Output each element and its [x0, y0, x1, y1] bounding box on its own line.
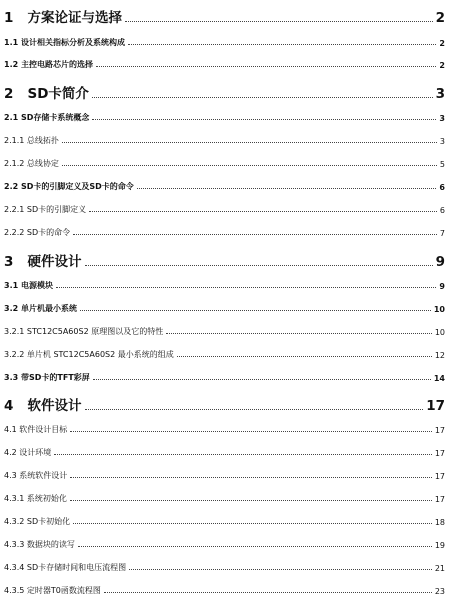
toc-dot-leader: [80, 310, 431, 311]
toc-entry[interactable]: [4, 303, 445, 314]
toc-entry[interactable]: [4, 181, 445, 192]
toc-dot-leader: [85, 265, 433, 266]
toc-entry-title: 3 硬件设计: [4, 254, 82, 270]
toc-entry-title: 1.1 设计相关指标分析及系统构成: [4, 38, 125, 47]
toc-entry-page: 5: [439, 160, 445, 169]
toc-dot-leader: [104, 592, 432, 593]
toc-dot-leader: [137, 188, 437, 189]
toc-entry-title: 4.1 软件设计目标: [4, 425, 68, 434]
toc-entry-page: 19: [434, 541, 445, 550]
toc-entry[interactable]: [4, 280, 445, 291]
toc-entry[interactable]: [4, 349, 445, 360]
toc-entry-title: 3.2.2 单片机 STC12C5A60S2 最小系统的组成: [4, 350, 174, 359]
toc-entry-page: 18: [434, 518, 445, 527]
toc-entry-title: 2.1.2 总线协定: [4, 159, 59, 168]
toc-dot-leader: [62, 142, 437, 143]
toc-entry-page: 2: [435, 10, 445, 26]
toc-entry[interactable]: [4, 470, 445, 481]
toc-dot-leader: [73, 523, 432, 524]
toc-entry-page: 9: [435, 254, 445, 270]
toc-entry[interactable]: [4, 493, 445, 504]
toc-entry-page: 3: [439, 114, 445, 123]
toc-entry-page: 17: [434, 495, 445, 504]
toc-entry-title: 3.1 电源模块: [4, 281, 53, 290]
toc-entry-title: 4.3 系统软件设计: [4, 471, 68, 480]
toc-entry-page: 2: [439, 39, 445, 48]
toc-entry-page: 17: [426, 398, 445, 414]
toc-dot-leader: [92, 119, 436, 120]
toc-dot-leader: [73, 234, 437, 235]
toc-dot-leader: [85, 409, 424, 410]
toc-dot-leader: [56, 287, 436, 288]
toc-entry-title: 4.3.4 SD卡存储时间和电压流程图: [4, 563, 127, 572]
toc-entry-title: 2.1.1 总线拓扑: [4, 136, 59, 145]
toc-entry-page: 10: [434, 328, 445, 337]
toc-entry[interactable]: [4, 562, 445, 573]
toc-entry-title: 3.2 单片机最小系统: [4, 304, 77, 313]
toc-entry[interactable]: [4, 447, 445, 458]
toc-entry[interactable]: [4, 585, 445, 596]
toc-entry-title: 4.3.5 定时器T0函数流程图: [4, 586, 101, 595]
toc-entry-page: 2: [439, 61, 445, 70]
toc-entry[interactable]: [4, 59, 445, 70]
toc-entry-page: 14: [433, 374, 445, 383]
toc-entry-title: 4.3.3 数据块的读写: [4, 540, 75, 549]
toc-entry-page: 10: [433, 305, 445, 314]
toc-dot-leader: [78, 546, 432, 547]
toc-entry[interactable]: [4, 394, 445, 414]
toc-entry[interactable]: [4, 135, 445, 146]
toc-entry-page: 21: [434, 564, 445, 573]
toc-entry[interactable]: [4, 112, 445, 123]
toc-dot-leader: [166, 333, 432, 334]
toc-entry-page: 17: [434, 472, 445, 481]
toc-entry-page: 23: [434, 587, 445, 596]
toc-dot-leader: [125, 21, 433, 22]
toc-entry-page: 17: [434, 426, 445, 435]
toc-dot-leader: [89, 211, 437, 212]
toc-entry-title: 2.2.1 SD卡的引脚定义: [4, 205, 87, 214]
toc-dot-leader: [70, 477, 432, 478]
toc-entry-page: 3: [435, 86, 445, 102]
toc-entry[interactable]: [4, 158, 445, 169]
toc-entry-title: 2.1 SD存储卡系统概念: [4, 113, 90, 122]
toc-entry[interactable]: [4, 326, 445, 337]
toc-dot-leader: [129, 569, 432, 570]
toc-entry[interactable]: [4, 227, 445, 238]
toc-entry-page: 9: [439, 282, 445, 291]
toc-entry[interactable]: [4, 204, 445, 215]
toc-entry[interactable]: [4, 82, 445, 102]
toc-entry-page: 6: [439, 206, 445, 215]
toc-dot-leader: [54, 454, 432, 455]
toc-dot-leader: [70, 431, 432, 432]
toc-entry[interactable]: [4, 539, 445, 550]
toc-entry-page: 12: [434, 351, 445, 360]
toc-dot-leader: [93, 379, 431, 380]
toc-entry-page: 17: [434, 449, 445, 458]
toc-entry[interactable]: [4, 37, 445, 48]
toc-entry[interactable]: [4, 372, 445, 383]
toc-dot-leader: [62, 165, 437, 166]
toc-entry-title: 1.2 主控电路芯片的选择: [4, 60, 93, 69]
toc-entry-page: 3: [439, 137, 445, 146]
toc-entry-title: 2 SD卡简介: [4, 86, 89, 102]
toc-entry-title: 4.3.1 系统初始化: [4, 494, 67, 503]
toc-entry-page: 6: [439, 183, 445, 192]
toc-entry-title: 3.2.1 STC12C5A60S2 原理图以及它的特性: [4, 327, 164, 336]
toc-entry[interactable]: [4, 6, 445, 26]
toc-entry-title: 2.2.2 SD卡的命令: [4, 228, 71, 237]
toc-entry[interactable]: [4, 424, 445, 435]
toc-entry-page: 7: [439, 229, 445, 238]
toc-entry-title: 3.3 带SD卡的TFT彩屏: [4, 373, 90, 382]
toc-entry-title: 4 软件设计: [4, 398, 82, 414]
toc-entry-title: 4.3.2 SD卡初始化: [4, 517, 71, 526]
toc-entry[interactable]: [4, 516, 445, 527]
toc-entry-title: 2.2 SD卡的引脚定义及SD卡的命令: [4, 182, 134, 191]
toc-dot-leader: [177, 356, 432, 357]
toc-dot-leader: [96, 66, 436, 67]
toc-dot-leader: [70, 500, 432, 501]
toc-entry-title: 1 方案论证与选择: [4, 10, 122, 26]
toc-entry[interactable]: [4, 250, 445, 270]
toc-dot-leader: [128, 44, 436, 45]
toc-dot-leader: [92, 97, 433, 98]
toc-entry-title: 4.2 设计环境: [4, 448, 52, 457]
